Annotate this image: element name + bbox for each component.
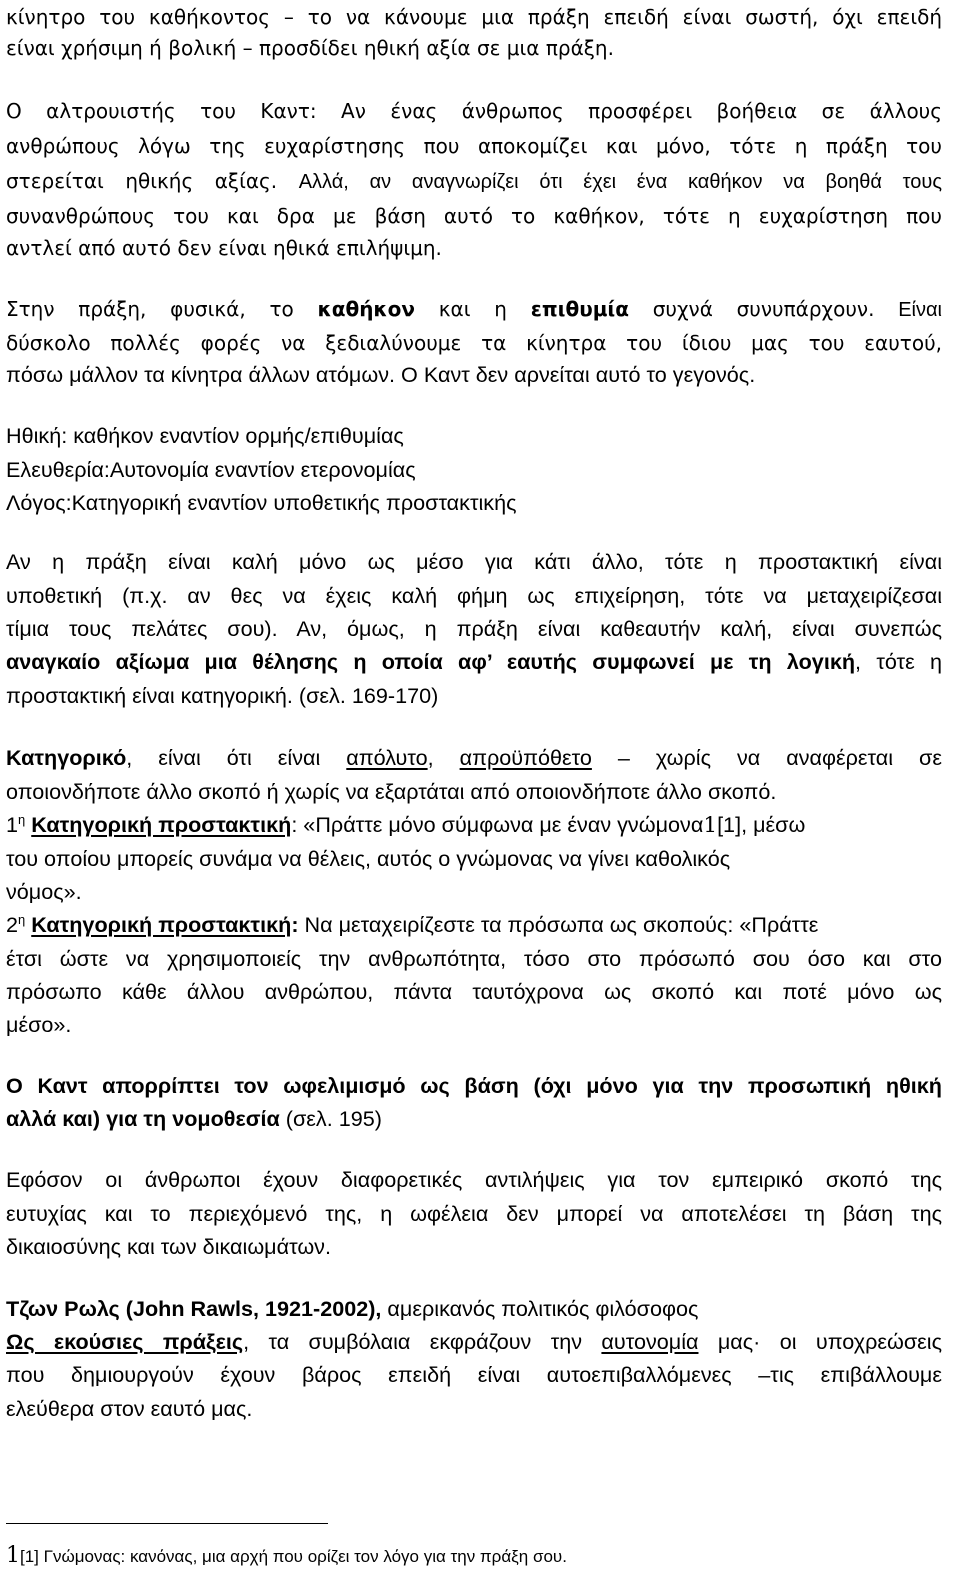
text-line [6,545,942,579]
text-run: αυτονομία [601,1329,699,1354]
bold-text: αναγκαίο αξίωμα μια θέλησης η οποία αφ’ εαυτής συμφωνεί με τη λογική [6,649,856,674]
text-line [6,875,942,909]
text-line [6,358,942,392]
text-line [6,453,942,487]
text-line [6,579,942,613]
text-run: Ελευθερία:Αυτονομία εναντίον ετερονομίας [6,457,416,482]
text-run: (σελ. 195) [279,1106,382,1131]
bold-text: Κατηγορική προστακτική [31,812,292,837]
text-run: Είναι [898,299,942,321]
text-run: η [18,911,26,927]
text-line [6,808,942,842]
text-run: που δημιουργούν έχουν βάρος επειδή είναι αυτοεπιβαλλόμενες –τις επιβάλλουμε [6,1362,942,1387]
text-run: είναι χρήσιμη ή βολική – προσδίδει ηθική αξία σε μια πράξη. [6,36,614,60]
text-run: του οποίου μπορείς συνάμα να θέλεις, αυτός ο γνώμονας να γίνει καθολικός [6,846,731,871]
text-run: ελεύθερα στον εαυτό μας. [6,1396,253,1421]
text-line [6,1197,942,1231]
bold-text: αλλά και) για τη νομοθεσία [6,1106,280,1131]
text-line [6,164,942,198]
text-line [6,326,942,360]
text-line [6,1292,942,1326]
text-run: έτσι ώστε να χρησιμοποιείς την ανθρωπότητα, τόσο στο πρόσωπό σου όσο και στο [6,946,942,971]
text-run: Αλλά, αν αναγνωρίζει ότι έχει ένα καθήκον να βοηθά τους [298,171,942,193]
text-line [6,292,942,326]
text-run: απόλυτο [346,745,428,770]
text-run: πρόσωπο κάθε άλλου ανθρώπου, πάντα ταυτόχρονα ως σκοπό και ποτέ μόνο ως [6,979,942,1004]
text-line [6,94,942,128]
text-line [6,419,942,453]
bold-text: επιθυμία [530,297,629,321]
text-run: Ηθική: καθήκον εναντίον ορμής/επιθυμίας [6,423,404,448]
text-line [6,0,942,34]
text-run: Λόγος:Κατηγορική εναντίον υποθετικής προστακτικής [6,490,517,515]
bold-text: Ο Καντ απορρίπτει τον ωφελιμισμό ως βάση (όχι μόνο για την προσωπική ηθική [6,1073,942,1098]
text-line [6,1102,942,1136]
text-run: , τα συμβόλαια εκφράζουν την [243,1329,602,1354]
text-line [6,486,942,520]
text-run: Ο αλτρουιστής του Καντ: Αν ένας άνθρωπος προσφέρει βοήθεια σε άλλους [6,99,942,123]
footnote-text: [1] Γνώμονας: κανόνας, μια αρχή που ορίζει τον λόγο για την πράξη σου. [20,1547,567,1566]
text-run: , τότε η [855,649,942,674]
text-line [6,645,942,679]
text-run: αμερικανός πολιτικός φιλόσοφος [381,1296,699,1321]
bold-text: Κατηγορικό [6,745,127,770]
text-run: αντλεί από αυτό δεν είναι ηθικά επιλήψιμη. [6,236,442,260]
text-run: συνανθρώπους του και δρα με βάση αυτό το καθήκον, τότε η ευχαρίστηση που [6,204,942,228]
text-run: ευτυχίας και το περιεχόμενό της, η ωφέλεια δεν μπορεί να αποτελέσει τη βάση της [6,1201,942,1226]
text-line [6,31,942,65]
text-line [6,1069,942,1103]
text-line [6,908,942,942]
text-run: στερείται ηθικής αξίας. [6,169,299,193]
text-line [6,1392,942,1426]
text-run: Αν η πράξη είναι καλή μόνο ως μέσο για κάτι άλλο, τότε η προστακτική είναι [6,549,942,574]
bold-text: : [291,912,299,937]
bold-text: καθήκον [317,297,415,321]
text-run: προστακτική είναι κατηγορική. (σελ. 169-170) [6,683,439,708]
text-run: Να μεταχειρίζεστε τα πρόσωπα ως σκοπούς: «Πράττε [298,912,819,937]
text-line [6,1230,942,1264]
bold-text: Ως εκούσιες πράξεις [6,1329,244,1354]
text-run: μας· οι υποχρεώσεις [698,1329,942,1354]
text-run: : «Πράττε μόνο σύμφωνα με έναν γνώμονα [291,812,704,837]
text-run: νόμος». [6,879,82,904]
text-line [6,679,942,713]
footnote-reference: 1 [703,813,718,838]
text-line [6,129,942,163]
text-run: [1], μέσω [717,812,806,837]
text-run: κίνητρο του καθήκοντος – το να κάνουμε μια πράξη επειδή είναι σωστή, όχι επειδή [6,5,942,29]
text-run: υποθετική (π.χ. αν θες να έχεις καλή φήμη ως επιχείρηση, τότε να μεταχειρίζεσαι [6,583,942,608]
text-run: ανθρώπους λόγω της ευχαρίστησης που αποκομίζει και μόνο, τότε η πράξη του [6,134,942,158]
text-run: 1 [6,812,19,837]
text-run: 2 [6,912,19,937]
text-run: δύσκολο πολλές φορές να ξεδιαλύνουμε τα κίνητρα του ίδιου μας του εαυτού, [6,331,942,355]
text-run: δικαιοσύνης και των δικαιωμάτων. [6,1234,331,1259]
text-run: απροϋπόθετο [459,745,592,770]
text-line [6,775,942,809]
text-run: οποιονδήποτε άλλο σκοπό ή χωρίς να εξαρτάται από οποιονδήποτε άλλο σκοπό. [6,779,777,804]
text-line [6,612,942,646]
text-line [6,1325,942,1359]
text-run: η [18,811,26,827]
text-run: Εφόσον οι άνθρωποι έχουν διαφορετικές αντιλήψεις για τον εμπειρικό σκοπό της [6,1167,942,1192]
text-run: συχνά συνυπάρχουν. [628,297,899,321]
text-run: πόσω μάλλον τα κίνητρα άλλων ατόμων. Ο Καντ δεν αρνείται αυτό το γεγονός. [6,362,756,387]
footnote [6,1542,567,1571]
text-line [6,1163,942,1197]
text-line [6,975,942,1009]
text-line [6,199,942,233]
text-line [6,842,942,876]
bold-text: Κατηγορική προστακτική [31,912,292,937]
text-line [6,741,942,775]
text-run: και η [415,297,531,321]
text-line [6,1358,942,1392]
text-run: τίμια τους πελάτες σου). Αν, όμως, η πράξη είναι καθεαυτήν καλή, είναι συνεπώς [6,616,942,641]
text-run: – χωρίς να αναφέρεται σε [591,745,942,770]
text-line [6,1008,942,1042]
footnote-number: 1 [6,1543,20,1568]
text-run: , [427,745,460,770]
text-run: μέσο». [6,1012,72,1037]
bold-text: Τζων Ρωλς (John Rawls, 1921-2002), [6,1296,382,1321]
text-line [6,942,942,976]
text-run: Στην πράξη, φυσικά, το [6,297,318,321]
text-line [6,231,942,265]
footnote-separator [6,1523,328,1524]
text-run: , είναι ότι είναι [126,745,347,770]
